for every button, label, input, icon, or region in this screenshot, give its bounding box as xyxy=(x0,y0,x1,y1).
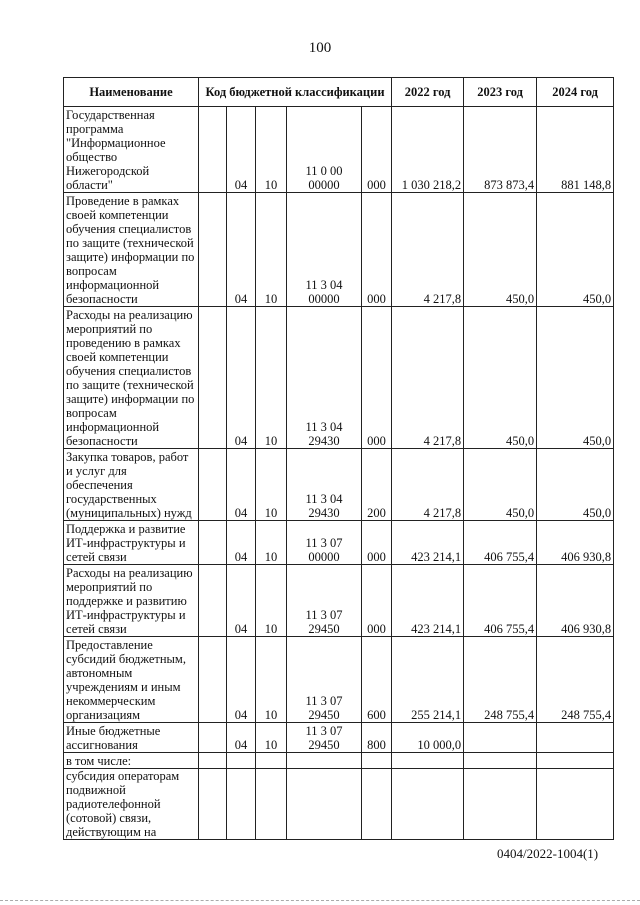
code-section xyxy=(227,769,256,840)
code-target-article: 11 3 04 29430 xyxy=(287,307,362,449)
value-2022 xyxy=(392,769,464,840)
code-subsection: 10 xyxy=(256,723,287,753)
header-2023: 2023 год xyxy=(464,78,537,107)
code-expense-type: 000 xyxy=(362,307,392,449)
code-expense-type: 000 xyxy=(362,521,392,565)
table-row xyxy=(64,521,614,565)
value-2022: 10 000,0 xyxy=(392,723,464,753)
code-expense-type: 200 xyxy=(362,449,392,521)
value-2022: 423 214,1 xyxy=(392,521,464,565)
value-2023 xyxy=(464,769,537,840)
row-name: в том числе: xyxy=(64,753,199,769)
code-section: 04 xyxy=(227,565,256,637)
code-subsection: 10 xyxy=(256,449,287,521)
table-row xyxy=(64,769,614,840)
value-2024 xyxy=(537,753,614,769)
code-expense-type xyxy=(362,753,392,769)
page-number: 100 xyxy=(308,40,332,56)
spacer-cell xyxy=(199,307,227,449)
code-expense-type: 000 xyxy=(362,565,392,637)
code-target-article: 11 3 07 00000 xyxy=(287,521,362,565)
row-name: Проведение в рамках своей компетенции обучения специалистов по защите (технической защите) информации по вопросам информационной безопасности xyxy=(64,193,199,307)
code-section: 04 xyxy=(227,193,256,307)
budget-table xyxy=(63,77,614,840)
value-2024 xyxy=(537,723,614,753)
code-expense-type: 000 xyxy=(362,107,392,193)
value-2024: 406 930,8 xyxy=(537,521,614,565)
code-section: 04 xyxy=(227,637,256,723)
value-2023: 248 755,4 xyxy=(464,637,537,723)
code-target-article: 11 3 04 29430 xyxy=(287,449,362,521)
document-code: 0404/2022-1004(1) xyxy=(497,846,599,861)
value-2023 xyxy=(464,723,537,753)
spacer-cell xyxy=(199,565,227,637)
code-expense-type: 000 xyxy=(362,193,392,307)
code-target-article xyxy=(287,769,362,840)
spacer-cell xyxy=(199,521,227,565)
header-code: Код бюджетной классификации xyxy=(199,78,392,107)
code-subsection: 10 xyxy=(256,565,287,637)
spacer-cell xyxy=(199,723,227,753)
table-row xyxy=(64,723,614,753)
value-2024: 450,0 xyxy=(537,307,614,449)
value-2023 xyxy=(464,753,537,769)
table-row xyxy=(64,449,614,521)
row-name: Расходы на реализацию мероприятий по поддержке и развитию ИТ-инфраструктуры и сетей связи xyxy=(64,565,199,637)
spacer-cell xyxy=(199,637,227,723)
code-target-article: 11 3 07 29450 xyxy=(287,723,362,753)
code-target-article: 11 3 04 00000 xyxy=(287,193,362,307)
value-2024: 450,0 xyxy=(537,449,614,521)
value-2022: 4 217,8 xyxy=(392,449,464,521)
spacer-cell xyxy=(199,753,227,769)
table-header-row xyxy=(64,78,614,107)
value-2022: 4 217,8 xyxy=(392,193,464,307)
code-subsection: 10 xyxy=(256,521,287,565)
code-target-article: 11 0 00 00000 xyxy=(287,107,362,193)
value-2022: 423 214,1 xyxy=(392,565,464,637)
value-2024: 450,0 xyxy=(537,193,614,307)
code-expense-type: 800 xyxy=(362,723,392,753)
table-row xyxy=(64,637,614,723)
spacer-cell xyxy=(199,769,227,840)
value-2024: 406 930,8 xyxy=(537,565,614,637)
table-row xyxy=(64,193,614,307)
code-expense-type: 600 xyxy=(362,637,392,723)
code-target-article: 11 3 07 29450 xyxy=(287,565,362,637)
spacer-cell xyxy=(199,449,227,521)
row-name: Предоставление субсидий бюджетным, автономным учреждениям и иным некоммерческим организациям xyxy=(64,637,199,723)
code-target-article: 11 3 07 29450 xyxy=(287,637,362,723)
code-section xyxy=(227,753,256,769)
header-2022: 2022 год xyxy=(392,78,464,107)
code-section: 04 xyxy=(227,449,256,521)
code-subsection: 10 xyxy=(256,193,287,307)
value-2022 xyxy=(392,753,464,769)
header-name: Наименование xyxy=(64,78,199,107)
code-section: 04 xyxy=(227,307,256,449)
row-name: субсидия операторам подвижной радиотелефонной (сотовой) связи, действующим на xyxy=(64,769,199,840)
value-2023: 450,0 xyxy=(464,449,537,521)
code-target-article xyxy=(287,753,362,769)
code-expense-type xyxy=(362,769,392,840)
spacer-cell xyxy=(199,193,227,307)
code-section: 04 xyxy=(227,521,256,565)
code-section: 04 xyxy=(227,723,256,753)
row-name: Иные бюджетные ассигнования xyxy=(64,723,199,753)
row-name: Закупка товаров, работ и услуг для обеспечения государственных (муниципальных) нужд xyxy=(64,449,199,521)
value-2022: 255 214,1 xyxy=(392,637,464,723)
table-row xyxy=(64,307,614,449)
code-subsection xyxy=(256,753,287,769)
table-row xyxy=(64,565,614,637)
table-row xyxy=(64,753,614,769)
row-name: Государственная программа "Информационное общество Нижегородской области" xyxy=(64,107,199,193)
value-2024: 881 148,8 xyxy=(537,107,614,193)
code-subsection: 10 xyxy=(256,107,287,193)
row-name: Поддержка и развитие ИТ-инфраструктуры и сетей связи xyxy=(64,521,199,565)
scan-edge-divider xyxy=(0,900,640,902)
row-name: Расходы на реализацию мероприятий по проведению в рамках своей компетенции обучения специалистов по защите (технической защите) информации по вопросам информационной безопасности xyxy=(64,307,199,449)
code-subsection: 10 xyxy=(256,307,287,449)
code-subsection: 10 xyxy=(256,637,287,723)
value-2023: 406 755,4 xyxy=(464,521,537,565)
table-row xyxy=(64,107,614,193)
value-2023: 873 873,4 xyxy=(464,107,537,193)
value-2024: 248 755,4 xyxy=(537,637,614,723)
code-subsection xyxy=(256,769,287,840)
value-2023: 450,0 xyxy=(464,193,537,307)
header-2024: 2024 год xyxy=(537,78,614,107)
value-2022: 4 217,8 xyxy=(392,307,464,449)
spacer-cell xyxy=(199,107,227,193)
value-2023: 406 755,4 xyxy=(464,565,537,637)
value-2023: 450,0 xyxy=(464,307,537,449)
value-2022: 1 030 218,2 xyxy=(392,107,464,193)
code-section: 04 xyxy=(227,107,256,193)
value-2024 xyxy=(537,769,614,840)
